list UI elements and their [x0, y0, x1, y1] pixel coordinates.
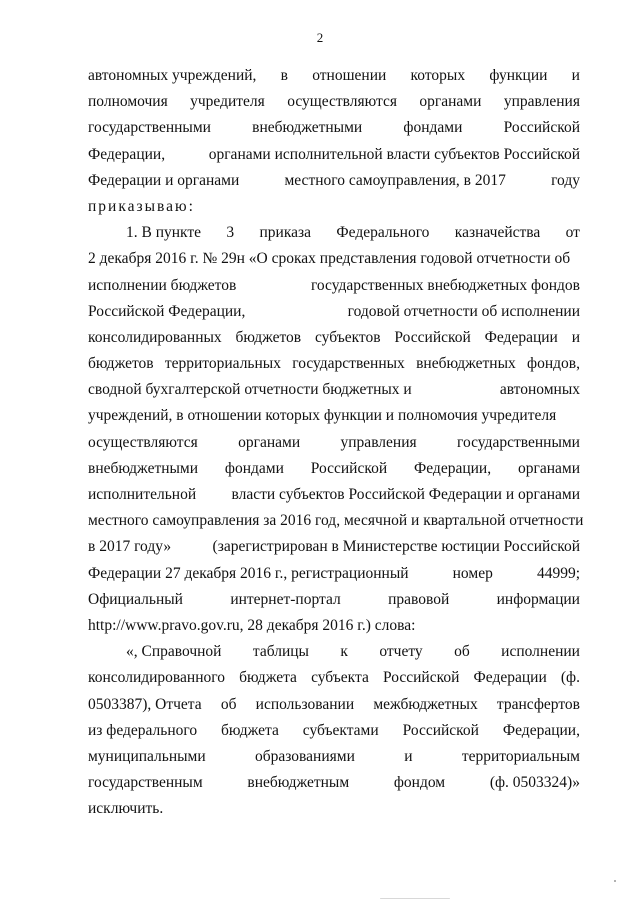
text-line: внебюджетными фондами Российской Федерации, органами — [88, 459, 580, 477]
text-line: исключить. — [88, 800, 164, 818]
text-line: Российской Федерации, годовой отчетности об исполнении — [88, 302, 580, 320]
text-line: консолидированного бюджета субъекта Российской Федерации (ф. — [88, 669, 580, 687]
text-line: автономных учреждений, в отношении которых функции и — [88, 67, 580, 84]
order-keyword: приказываю: — [88, 197, 195, 215]
text-line: http://www.pravo.gov.ru, 28 декабря 2016 г.) слова: — [88, 616, 416, 634]
text-line: сводной бухгалтерской отчетности бюджетных и автономных — [88, 381, 580, 399]
text-line: исполнительной власти субъектов Российской Федерации и органами — [88, 486, 580, 503]
text-line: из федерального бюджета субъектами Российской Федерации, — [88, 721, 580, 739]
text-line: в 2017 году» (зарегистрирован в Министерстве юстиции Российской — [88, 538, 580, 556]
scan-edge-mark — [380, 898, 450, 899]
text-line: государственным внебюджетным фондом (ф. 0503324)» — [88, 774, 580, 792]
text-line: Федерации и органами местного самоуправления, в 2017 году — [88, 171, 580, 189]
paragraph-1-start: 1. В пункте 3 приказа Федерального казначейства от — [126, 224, 580, 242]
text-line: исполнении бюджетов государственных внебюджетных фондов — [88, 276, 580, 294]
text-line: Федерации, органами исполнительной власти субъектов Российской — [88, 145, 580, 163]
text-line: полномочия учредителя осуществляются органами управления — [88, 93, 580, 111]
text-line: Федерации 27 декабря 2016 г., регистрационный номер 44999; — [88, 564, 580, 582]
text-line: государственными внебюджетными фондами Российской — [88, 119, 580, 137]
order-keyword-line — [88, 194, 580, 220]
text-line: Официальный интернет-портал правовой информации — [88, 590, 580, 608]
text-line: 2 декабря 2016 г. № 29н «О сроках представления годовой отчетности об — [88, 250, 571, 268]
page-number: 2 — [316, 30, 324, 45]
document-body — [88, 63, 584, 822]
text-line: местного самоуправления за 2016 год, месячной и квартальной отчетности — [88, 512, 584, 530]
quoted-text-start: «, Справочной таблицы к отчету об исполнении — [126, 643, 580, 661]
text-line: муниципальными образованиями и территориальным — [88, 747, 580, 765]
text-line: 0503387), Отчета об использовании межбюджетных трансфертов — [88, 695, 580, 713]
text-line: консолидированных бюджетов субъектов Российской Федерации и — [88, 328, 580, 346]
text-line: бюджетов территориальных государственных внебюджетных фондов, — [88, 355, 580, 373]
scan-speck — [614, 880, 616, 882]
text-line: осуществляются органами управления государственными — [88, 433, 580, 451]
text-line: учреждений, в отношении которых функции и полномочия учредителя — [88, 407, 557, 425]
